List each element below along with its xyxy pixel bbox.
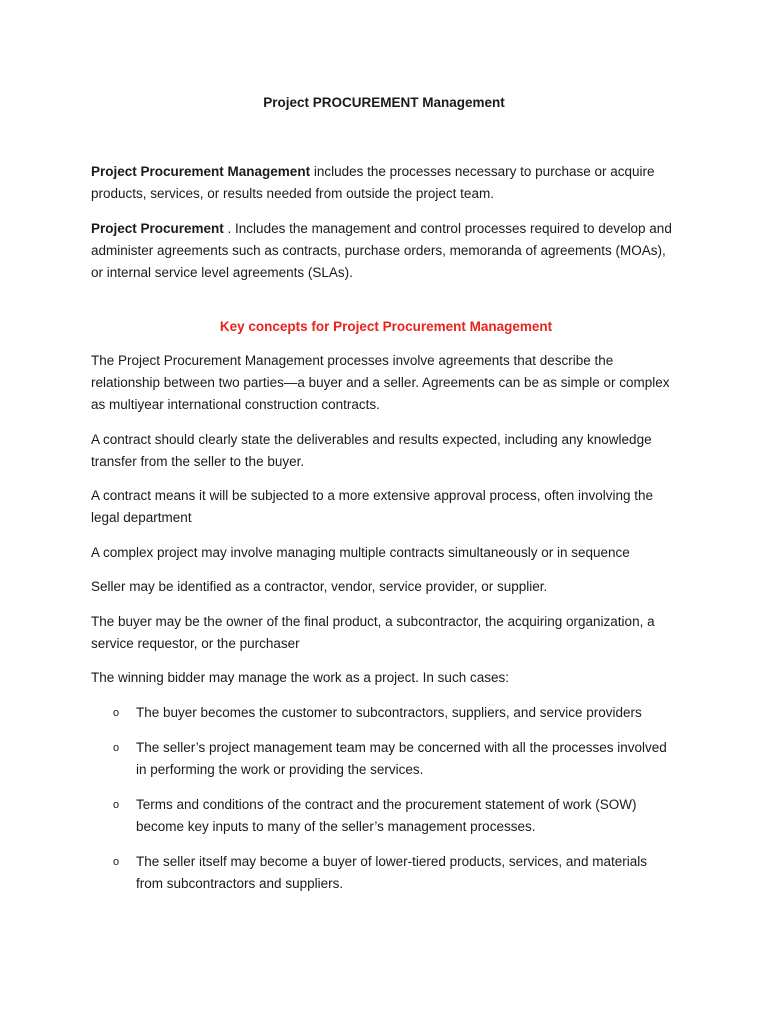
section-heading: Key concepts for Project Procurement Management [219,319,553,334]
list-item-text: The seller itself may become a buyer of lower-tiered products, services, and materials from subcontractors and suppliers. [136,854,647,891]
bullet-marker: o [113,742,120,754]
body-paragraph: The winning bidder may manage the work as a project. In such cases: [91,670,509,685]
bullet-marker: o [113,799,120,811]
list-item-text: The buyer becomes the customer to subcontractors, suppliers, and service providers [136,705,642,720]
body-paragraph: The Project Procurement Management processes involve agreements that describe the relationship between two parties—a buyer and a seller. Agreements can be as simple or complex as multiyear international construction contracts. [91,353,670,412]
bullet-marker: o [113,856,120,868]
intro-paragraph-1-text: includes the processes necessary to purchase or acquire products, services, or results needed from outside the project team. [91,164,655,201]
body-paragraph: Seller may be identified as a contractor, vendor, service provider, or supplier. [91,579,548,594]
body-paragraph: A contract should clearly state the deliverables and results expected, including any knowledge transfer from the seller to the buyer. [91,432,652,469]
intro-paragraph-1-bold: Project Procurement Management [91,164,311,179]
intro-paragraph-1 [91,161,681,205]
list-item-text: Terms and conditions of the contract and the procurement statement of work (SOW) become key inputs to many of the seller’s management processes. [136,797,637,834]
body-paragraph: A complex project may involve managing multiple contracts simultaneously or in sequence [91,545,630,560]
intro-paragraph-2-bold: Project Procurement [91,221,224,236]
body-paragraph: A contract means it will be subjected to a more extensive approval process, often involving the legal department [91,488,654,525]
document-title: Project PROCUREMENT Management [263,95,505,110]
bullet-marker: o [113,707,120,719]
list-item-text: The seller’s project management team may be concerned with all the processes involved in performing the work or providing the services. [136,740,667,777]
intro-paragraph-2-text: . Includes the management and control processes required to develop and administer agreements such as contracts, purchase orders, memoranda of agreements (MOAs), or internal service level agreements (SLAs). [91,221,672,280]
body-paragraph: The buyer may be the owner of the final product, a subcontractor, the acquiring organization, a service requestor, or the purchaser [91,614,655,651]
intro-paragraph-2 [91,218,681,284]
